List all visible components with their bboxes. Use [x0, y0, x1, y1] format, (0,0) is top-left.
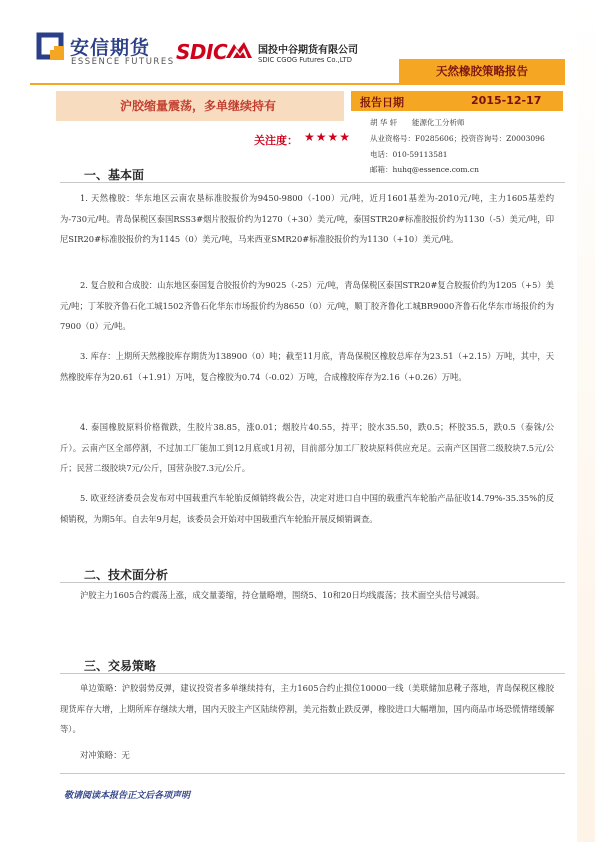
paragraph-compound-synthetic: 2. 复合胶和合成胶：山东地区泰国复合胶报价约为9025（-25）元/吨，青岛保税区泰国STR20#复合胶报价约为1205（+5）美元/吨；丁苯胶齐鲁石化工城1502齐鲁石化华东市场报价约为8650（0）元/吨，顺丁胶齐鲁化工城BR9000齐鲁石化华东市场报价约为7900（0）元/吨。 [60, 280, 554, 331]
essence-logo-text: 安信期货 [70, 37, 151, 59]
paragraph-thai-raw-material: 4. 泰国橡胶原料价格微跌，生胶片38.85，涨0.01；烟胶片40.55，持平；胶水35.50，跌0.5；杯胶35.5，跌0.5（泰铢/公斤）。云南产区全部停割，不过加工厂能加工到12月底或1月初，目前部分加工厂胶块原料供应充足。云南产区国营二级胶块7.5元/公斤；民营二级胶块7元/公斤，国营杂胶7.3元/公斤。 [60, 422, 554, 473]
footer-disclaimer: 敬请阅读本报告正文后各项声明 [64, 791, 191, 801]
report-title: 沪胶缩量震荡，多单继续持有 [120, 99, 277, 113]
sdic-emblem-icon [222, 38, 256, 64]
sdic-company-name-en: SDIC CGOG Futures Co.,LTD [258, 56, 352, 64]
section-divider [60, 673, 565, 674]
analyst-name: 胡 华 轩 [370, 118, 398, 127]
attention-label: 关注度： [254, 134, 298, 147]
essence-logo-icon [36, 32, 66, 62]
section-divider [60, 582, 565, 583]
essence-logo-en: ESSENCE FUTURES [71, 57, 175, 67]
section-heading-technical: 二、技术面分析 [84, 568, 169, 582]
section-heading-fundamentals: 一、基本面 [84, 168, 145, 182]
paragraph-anti-dumping: 5. 欧亚经济委员会发布对中国载重汽车轮胎反倾销终裁公告，决定对进口自中国的载重汽车轮胎产品征收14.79%-35.35%的反倾销税，为期5年。自去年9月起，该委员会开始对中国载重汽车轮胎开展反倾销调查。 [60, 493, 554, 524]
report-date-value: 2015-12-17 [471, 94, 542, 107]
side-decoration-band [577, 0, 595, 842]
analyst-email-link[interactable]: 邮箱：huhq@essence.com.cn [370, 165, 479, 174]
paragraph-natural-rubber: 1. 天然橡胶：华东地区云南农垦标准胶报价为9450-9800（-100）元/吨，近月1601基差为-2010元/吨，主力1605基差约为-730元/吨。青岛保税区泰国RSS3#烟片胶报价约为1270（+30）美元/吨，泰国STR20#标准胶报价约为1130（-5）美元/吨，印尼SIR20#标准胶报价约为1145（0）美元/吨，马来西亚SMR20#标准胶报价约为1130（+10）美元/吨。 [60, 193, 554, 244]
paragraph-inventory: 3. 库存：上期所天然橡胶库存期货为138900（0）吨；截至11月底，青岛保税区橡胶总库存为23.51（+2.15）万吨，其中，天然橡胶库存为20.61（+1.91）万吨，复合橡胶为0.74（-0.02）万吨，合成橡胶库存为2.16（+0.26）万吨。 [60, 351, 554, 382]
analyst-certification: 从业资格号：F0285606；投资咨询号：Z0003096 [370, 134, 545, 143]
paragraph-hedge-strategy: 对冲策略：无 [80, 750, 130, 760]
section-divider [60, 182, 565, 183]
paragraph-technical-analysis: 沪胶主力1605合约震荡上涨，成交量萎缩，持仓量略增，围绕5、10和20日均线震荡；技术面空头信号减弱。 [80, 590, 485, 600]
paragraph-single-side-strategy: 单边策略：沪胶弱势反弹，建议投资者多单继续持有，主力1605合约止损位10000一线（美联储加息靴子落地，青岛保税区橡胶现货库存大增，上期所库存继续大增，国内天胶主产区陆续停割，美元指数止跌反弹，橡胶进口大幅增加，国内商品市场恐慌情绪缓解等）。 [60, 683, 554, 734]
analyst-phone: 电话：010-59113581 [370, 150, 448, 159]
footer-divider [60, 773, 565, 774]
report-type: 天然橡胶策略报告 [436, 64, 528, 78]
analyst-role: 能源化工分析师 [412, 118, 465, 127]
sdic-logo-text: SDIC [176, 40, 228, 64]
sdic-company-name: 国投中谷期货有限公司 [258, 45, 358, 56]
report-date-label: 报告日期 [360, 96, 404, 109]
header-divider [30, 83, 565, 85]
section-heading-strategy: 三、交易策略 [84, 659, 157, 673]
attention-rating-stars: ★★★★ [304, 130, 352, 144]
